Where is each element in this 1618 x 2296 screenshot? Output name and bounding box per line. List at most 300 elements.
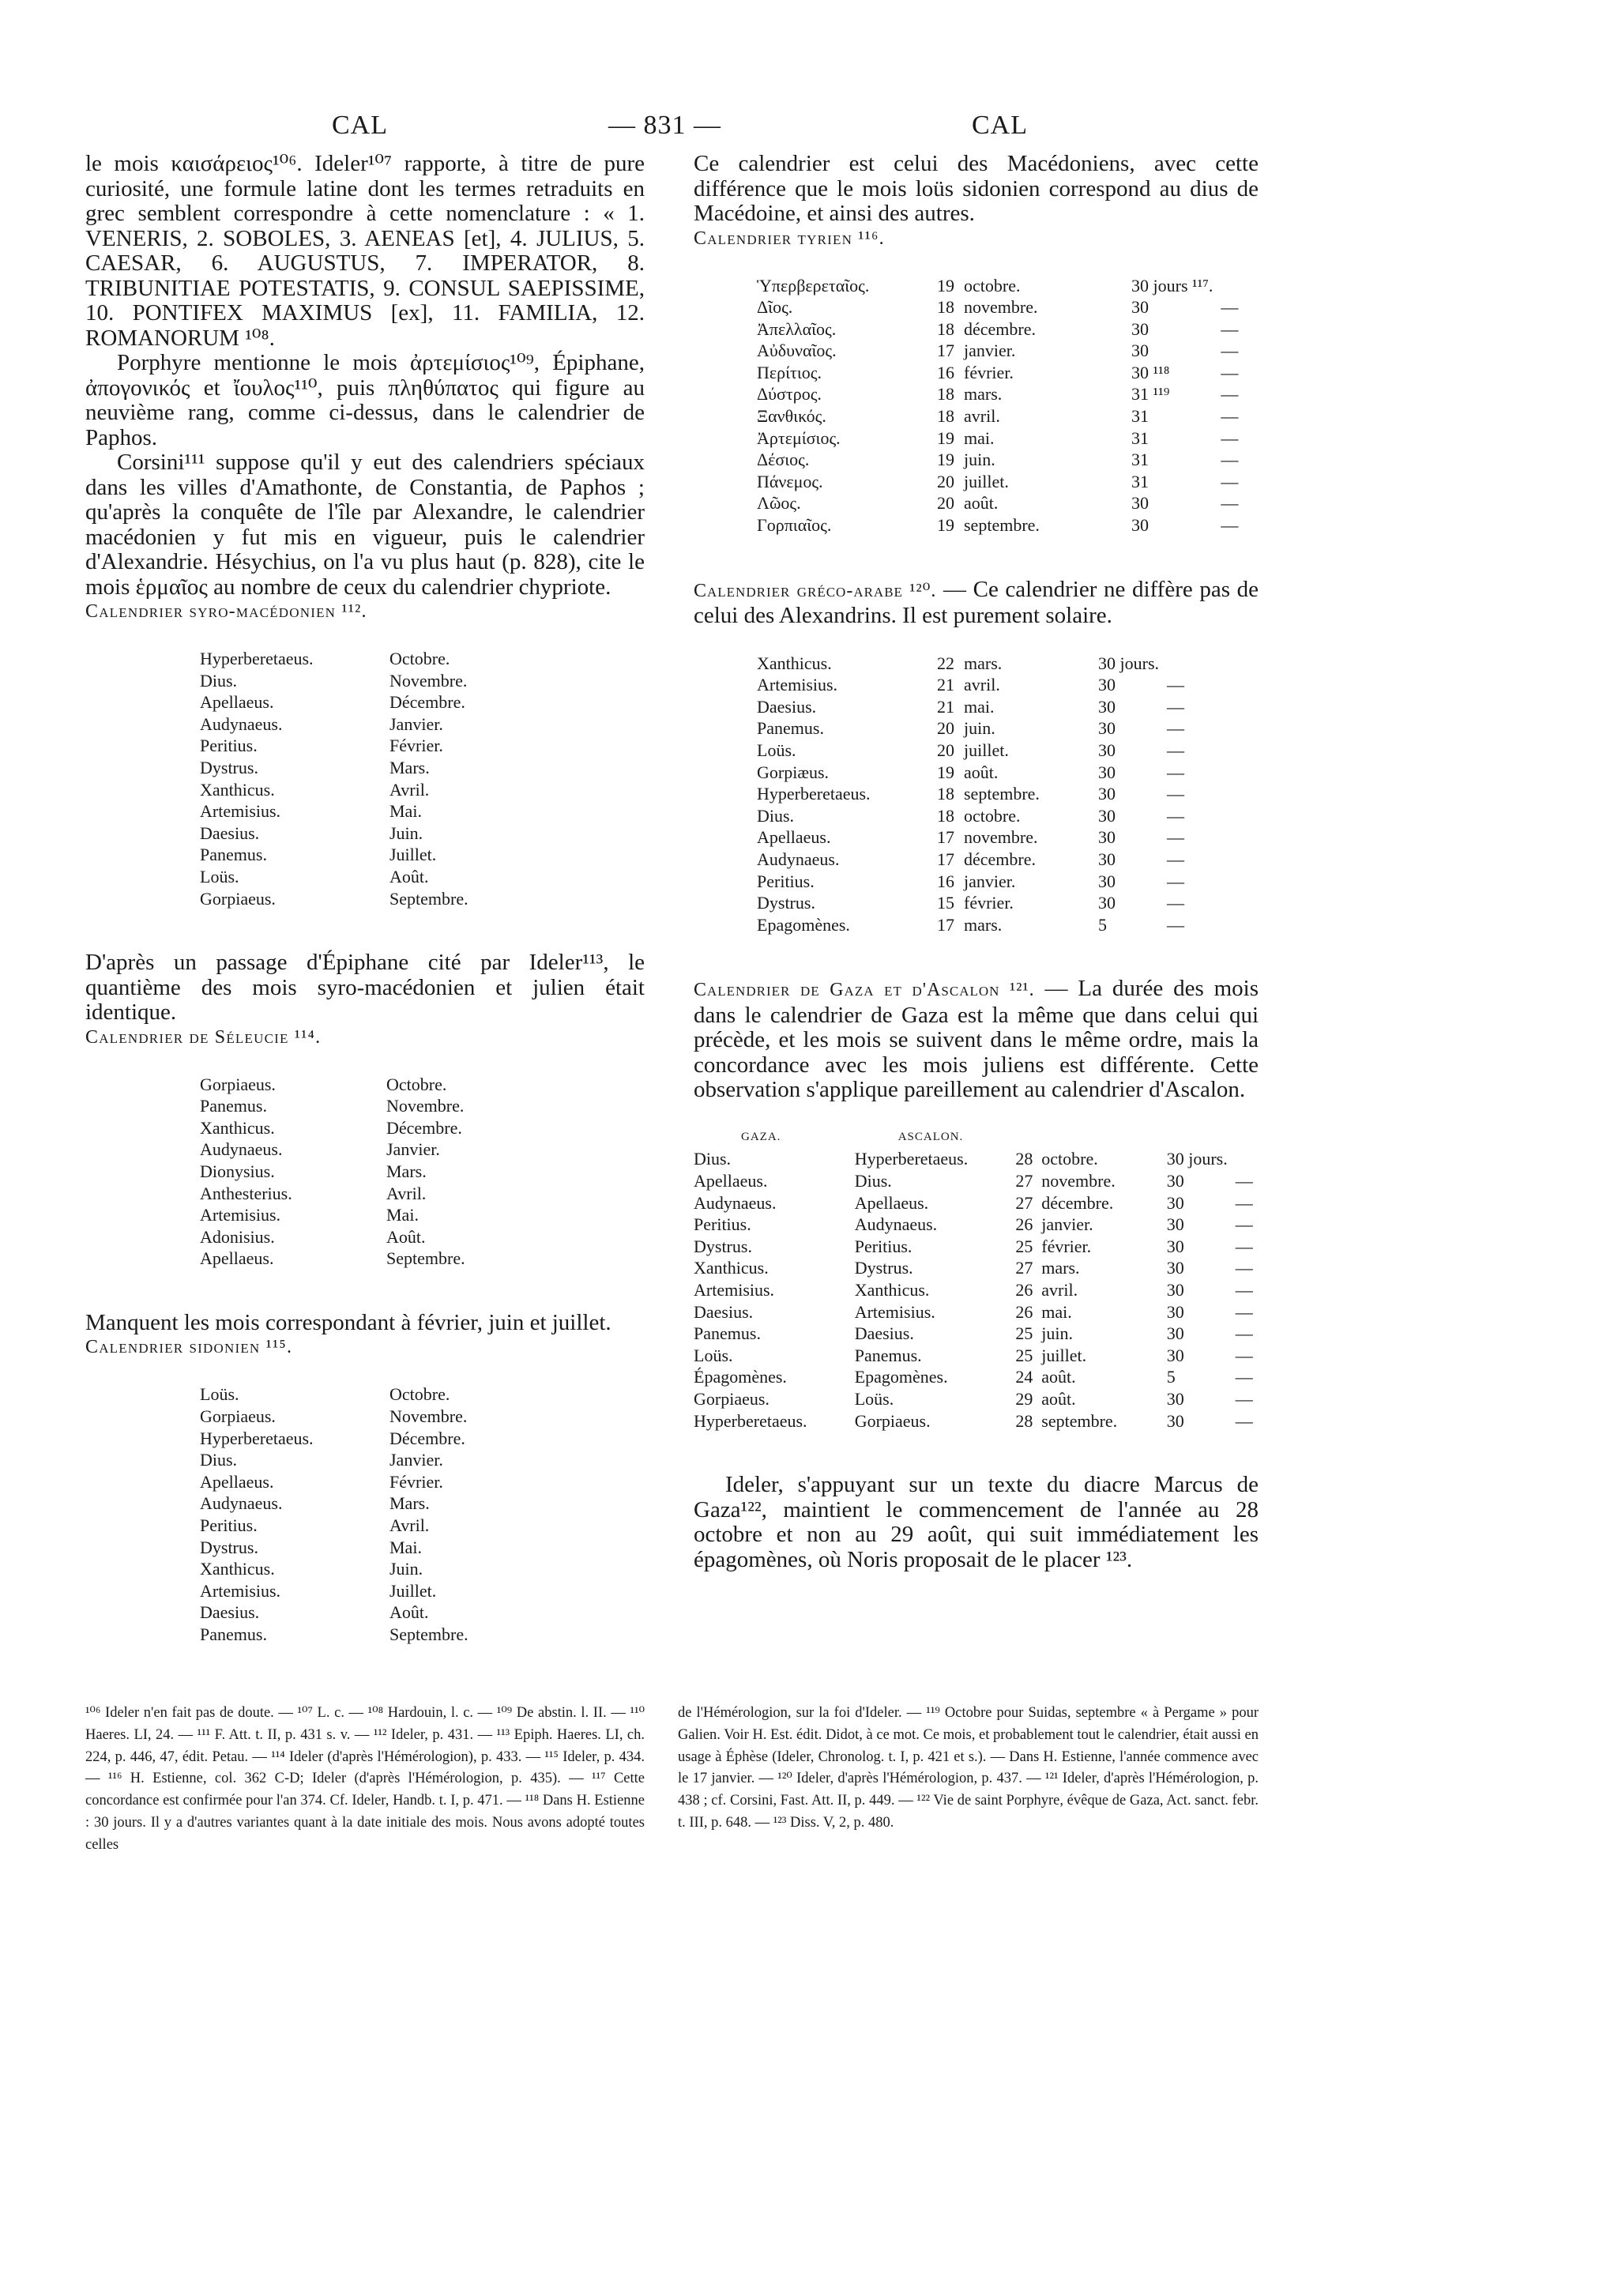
table-cell: Περίτιος. xyxy=(757,362,822,382)
table-cell: Xanthicus. xyxy=(200,1559,275,1579)
table-cell: Daesius. xyxy=(200,822,260,843)
table-cell: Octobre. xyxy=(389,1384,450,1405)
footnotes-left xyxy=(85,1703,645,1857)
table-sidonien xyxy=(200,1383,547,1645)
table-row xyxy=(200,866,547,888)
table-cell: 18 xyxy=(937,297,954,318)
table-cell: Dystrus. xyxy=(757,893,815,913)
table-row xyxy=(200,1204,544,1226)
table-cell: 19 xyxy=(937,427,954,448)
table-row xyxy=(757,849,1191,871)
table-cell: Juillet. xyxy=(389,845,437,865)
table-cell: 29 xyxy=(1015,1388,1033,1409)
table-cell: — xyxy=(1235,1410,1253,1431)
table-cell: Loüs. xyxy=(200,866,239,886)
table-cell: Apellaeus. xyxy=(854,1192,929,1213)
table-cell xyxy=(1228,1148,1259,1170)
table-row xyxy=(200,1602,547,1624)
table-cell: Décembre. xyxy=(386,1117,462,1138)
table-cell: Panemus. xyxy=(694,1323,761,1344)
table-cell: Octobre. xyxy=(389,649,450,668)
table-cell: 17 xyxy=(937,827,954,848)
table-cell: janvier. xyxy=(964,871,1016,891)
table-cell: — xyxy=(1221,362,1239,382)
table-cell: — xyxy=(1235,1345,1253,1365)
table-cell: Janvier. xyxy=(389,1450,443,1470)
paragraph-manquent: Manquent les mois correspondant à février, juin et juillet. xyxy=(85,1309,611,1335)
table-cell: 30 xyxy=(1098,893,1116,913)
table-cell: mai. xyxy=(964,696,995,717)
table-cell: 24 xyxy=(1015,1367,1033,1387)
table-cell: — xyxy=(1167,893,1184,913)
table-cell: 30 xyxy=(1131,297,1149,318)
table-row xyxy=(694,1279,1259,1301)
table-row xyxy=(200,757,547,779)
table-cell: 30 xyxy=(1131,515,1149,536)
table-cell: 26 xyxy=(1015,1301,1033,1322)
table-cell: mai. xyxy=(1041,1301,1072,1322)
table-cell: 30 xyxy=(1131,318,1149,339)
table-cell: Panemus. xyxy=(200,1096,267,1116)
table-row xyxy=(200,1139,544,1161)
table-row xyxy=(694,1345,1259,1367)
table-cell: 19 xyxy=(937,762,954,782)
table-cell: 25 xyxy=(1015,1345,1033,1365)
table-cell: 26 xyxy=(1015,1214,1033,1235)
table-row xyxy=(200,822,547,845)
table-cell: septembre. xyxy=(964,515,1040,536)
table-cell: Avril. xyxy=(389,1515,430,1536)
gaza-column-head: GAZA. xyxy=(741,1130,781,1143)
table-cell: mars. xyxy=(964,914,1003,935)
table-cell: 19 xyxy=(937,275,954,295)
paragraph-greco-arabe xyxy=(694,578,1259,629)
table-row xyxy=(694,1236,1259,1258)
table-row xyxy=(200,1471,547,1493)
table-cell: octobre. xyxy=(964,805,1021,826)
table-cell: Audynaeus. xyxy=(200,713,283,734)
table-cell: août. xyxy=(1041,1388,1076,1409)
table-cell: Août. xyxy=(386,1226,426,1247)
table-cell: Epagomènes. xyxy=(757,914,850,935)
table-cell: Peritius. xyxy=(694,1214,751,1235)
table-row xyxy=(200,1449,547,1471)
table-cell: 18 xyxy=(937,805,954,826)
table-row xyxy=(757,892,1191,914)
table-cell: 20 xyxy=(937,471,954,491)
table-cell: septembre. xyxy=(964,784,1040,804)
greco-arabe-text: — Ce calendrier ne diffère pas de celui des Alexandrins. Il est purement solaire. xyxy=(694,576,1259,629)
table-row xyxy=(200,1074,544,1096)
table-cell: Février. xyxy=(389,736,443,756)
table-row xyxy=(757,340,1244,362)
table-row xyxy=(757,805,1191,827)
table-cell: Artemisius. xyxy=(694,1280,775,1300)
table-cell: Audynaeus. xyxy=(200,1139,283,1160)
table-cell: Loüs. xyxy=(757,740,796,760)
table-cell: 30 xyxy=(1166,1280,1184,1300)
table-cell: — xyxy=(1167,871,1184,891)
table-cell: 30 xyxy=(1131,493,1149,514)
table-cell: Avril. xyxy=(389,779,430,800)
table-cell: 30 xyxy=(1098,696,1116,717)
table-cell: 26 xyxy=(1015,1280,1033,1300)
table-row xyxy=(200,1383,547,1406)
table-cell: Δύστρος. xyxy=(757,384,822,405)
table-row xyxy=(757,740,1191,762)
table-row xyxy=(200,1226,544,1248)
table-row xyxy=(200,1406,547,1428)
table-cell: Mars. xyxy=(386,1161,427,1181)
table-cell: mars. xyxy=(964,653,1003,673)
table-cell: novembre. xyxy=(964,827,1038,848)
table-cell: décembre. xyxy=(964,849,1036,869)
table-cell: 30 xyxy=(1098,784,1116,804)
table-cell: Dionysius. xyxy=(200,1161,275,1181)
table-cell: Juillet. xyxy=(389,1580,437,1601)
table-cell: Décembre. xyxy=(389,1428,465,1448)
table-row xyxy=(694,1257,1259,1279)
table-cell: Δέσιος. xyxy=(757,450,810,470)
table-cell: décembre. xyxy=(1041,1192,1114,1213)
table-row xyxy=(757,405,1244,427)
table-cell: — xyxy=(1167,914,1184,935)
table-row xyxy=(694,1192,1259,1214)
table-row xyxy=(200,1580,547,1602)
table-cell: 28 xyxy=(1015,1149,1033,1169)
table-cell: 28 xyxy=(1015,1410,1033,1431)
paragraph-epiphane: D'après un passage d'Épiphane cité par Ideler¹¹³, le quantième des mois syro-macédonien et julien était identique. xyxy=(85,950,645,1026)
table-cell: Hyperberetaeus. xyxy=(200,649,314,668)
table-cell: Artemisius. xyxy=(200,1580,281,1601)
table-cell: — xyxy=(1221,406,1239,427)
heading-syro-macedonien: Calendrier syro-macédonien ¹¹². xyxy=(85,601,367,622)
table-cell: 30 xyxy=(1166,1388,1184,1409)
table-cell: 25 xyxy=(1015,1236,1033,1256)
heading-tyrien: Calendrier tyrien ¹¹⁶. xyxy=(694,228,885,249)
heading-sidonien: Calendrier sidonien ¹¹⁵. xyxy=(85,1337,293,1358)
table-cell: décembre. xyxy=(964,318,1036,339)
table-cell: Dystrus. xyxy=(694,1236,752,1256)
table-cell: Peritius. xyxy=(200,1515,258,1536)
table-cell: Artemisius. xyxy=(757,675,838,695)
table-cell: Hyperberetaeus. xyxy=(757,784,871,804)
table-cell: Novembre. xyxy=(389,1406,468,1427)
table-cell: — xyxy=(1235,1280,1253,1300)
table-cell: 30 xyxy=(1166,1236,1184,1256)
table-cell: — xyxy=(1235,1323,1253,1344)
table-cell: août. xyxy=(964,493,999,514)
right-column xyxy=(694,152,1259,1572)
table-cell: 30 jours ¹¹⁷. xyxy=(1131,275,1214,295)
table-cell: Ἀπελλαῖος. xyxy=(757,318,837,339)
table-cell: juillet. xyxy=(1041,1345,1087,1365)
table-cell: Gorpiæus. xyxy=(757,762,830,782)
footnotes-left-text: ¹⁰⁶ Ideler n'en fait pas de doute. — ¹⁰⁷ L. c. — ¹⁰⁸ Hardouin, l. c. — ¹⁰⁹ De abstin. l. II. — ¹¹⁰ Haeres. LI, 24. — ¹¹¹ F. Att. t. II, p. 431 s. v. — ¹¹² Ideler, p. 431. — ¹¹³ Epiph. Haeres. LI, ch. 224, p. 446, 47, édit. Petau. — ¹¹⁴ Ideler (d'après l'Hémérologion), p. 433. — ¹¹⁵ Ideler, p. 434. — ¹¹⁶ H. Estienne, col. 362 C-D; Ideler (d'après l'Hémérologion, p. 435). — ¹¹⁷ Cette concordance est confirmée pour l'an 374. Cf. Ideler, Handb. t. I, p. 471. — ¹¹⁸ Dans H. Estienne : 30 jours. Il y a d'autres variantes quant à la date initiale des mois. Nous avons adopté toutes celles xyxy=(85,1705,645,1853)
table-row xyxy=(757,762,1191,784)
table-cell xyxy=(1213,275,1244,297)
table-cell: 31 ¹¹⁹ xyxy=(1131,384,1170,405)
table-cell: Dystrus. xyxy=(854,1258,913,1278)
table-tyrien xyxy=(757,275,1244,536)
table-cell: 20 xyxy=(937,493,954,514)
table-cell: Artemisius. xyxy=(200,1205,281,1225)
table-cell: Artemisius. xyxy=(200,801,281,822)
left-column xyxy=(85,152,645,1646)
table-row xyxy=(200,779,547,801)
table-cell: 20 xyxy=(937,740,954,760)
table-cell: — xyxy=(1167,718,1184,739)
table-row xyxy=(200,670,547,692)
table-cell: Dystrus. xyxy=(200,1537,258,1557)
table-cell: — xyxy=(1221,427,1239,448)
table-cell: Αὐδυναῖος. xyxy=(757,341,837,361)
table-cell: Panemus. xyxy=(200,845,267,865)
table-cell: Loüs. xyxy=(694,1345,733,1365)
table-cell: 25 xyxy=(1015,1323,1033,1344)
table-cell: Xanthicus. xyxy=(757,653,832,673)
table-cell: Apellaeus. xyxy=(200,1248,274,1269)
table-row xyxy=(757,674,1191,696)
table-cell: juin. xyxy=(964,450,995,470)
table-row xyxy=(200,1183,544,1205)
table-cell: Dius. xyxy=(854,1171,892,1191)
table-cell: Juin. xyxy=(389,1559,423,1579)
table-cell: — xyxy=(1235,1236,1253,1256)
table-cell: Gorpiaeus. xyxy=(854,1410,931,1431)
table-cell: Hyperberetaeus. xyxy=(694,1410,807,1431)
table-cell: 30 xyxy=(1098,871,1116,891)
table-cell: 30 ¹¹⁸ xyxy=(1131,362,1170,382)
table-cell: 30 xyxy=(1166,1345,1184,1365)
table-cell: novembre. xyxy=(964,297,1038,318)
table-cell: octobre. xyxy=(1041,1149,1098,1169)
table-cell: 30 xyxy=(1098,675,1116,695)
table-cell: — xyxy=(1167,740,1184,760)
table-cell: Daesius. xyxy=(854,1323,914,1344)
table-cell: — xyxy=(1167,696,1184,717)
table-cell: Juin. xyxy=(389,822,423,843)
table-row xyxy=(757,383,1244,405)
table-row xyxy=(200,1161,544,1183)
table-cell: 31 xyxy=(1131,450,1149,470)
table-cell: juin. xyxy=(1041,1323,1073,1344)
table-cell: Peritius. xyxy=(757,871,815,891)
table-cell: 19 xyxy=(937,515,954,536)
table-cell: Audynaeus. xyxy=(757,849,840,869)
table-row xyxy=(757,471,1244,493)
table-cell: 30 xyxy=(1098,718,1116,739)
table-row xyxy=(694,1366,1259,1388)
page-number: — 831 — xyxy=(608,111,721,140)
table-row xyxy=(694,1410,1259,1432)
table-cell: — xyxy=(1167,805,1184,826)
table-cell: — xyxy=(1221,471,1239,491)
table-cell: 31 xyxy=(1131,471,1149,491)
table-cell: Loüs. xyxy=(854,1388,894,1409)
table-cell: — xyxy=(1167,784,1184,804)
table-cell: 30 xyxy=(1166,1258,1184,1278)
paragraph-ideler-marcus: Ideler, s'appuyant sur un texte du diacre Marcus de Gaza¹²², maintient le commencement de l'année au 28 octobre et non au 29 août, qui suit immédiatement les épagomènes, où Noris proposait de le placer ¹²³. xyxy=(694,1472,1259,1572)
paragraph-corsini: Corsini¹¹¹ suppose qu'il y eut des calendriers spéciaux dans les villes d'Amathonte, de Constantia, de Paphos ; qu'après la conquête de l'île par Alexandre, le calendrier macédonien y fut mis en vigueur, puis le calendrier d'Alexandrie. Hésychius, on l'a vu plus haut (p. 828), cite le mois ἑρμαῖος au nombre de ceux du calendrier chypriote. xyxy=(85,450,645,600)
table-cell: 30 xyxy=(1166,1323,1184,1344)
table-row xyxy=(694,1170,1259,1192)
table-cell: — xyxy=(1235,1367,1253,1387)
gaza-text: — La durée des mois dans le calendrier de Gaza est la même que dans celui qui précède, et les mois se suivent dans le même ordre, mais la concordance avec les mois juliens est différente. Cette observation s'applique pareillement au calendrier d'Ascalon. xyxy=(694,976,1259,1103)
table-cell: Gorpiaeus. xyxy=(694,1388,769,1409)
table-cell: février. xyxy=(1041,1236,1092,1256)
table-cell: Panemus. xyxy=(200,1624,267,1644)
table-cell: Janvier. xyxy=(389,713,443,734)
table-cell: — xyxy=(1221,450,1239,470)
table-cell: 30 xyxy=(1098,762,1116,782)
table-cell: février. xyxy=(964,893,1014,913)
table-cell: janvier. xyxy=(1041,1214,1093,1235)
table-cell: Épagomènes. xyxy=(694,1367,787,1387)
table-row xyxy=(757,696,1191,718)
table-row xyxy=(200,1428,547,1450)
table-cell: Panemus. xyxy=(757,718,824,739)
table-cell: Epagomènes. xyxy=(854,1367,948,1387)
table-cell: Dystrus. xyxy=(200,757,258,777)
table-cell: 27 xyxy=(1015,1171,1033,1191)
table-cell: avril. xyxy=(964,406,1000,427)
footnotes-right xyxy=(678,1703,1259,1835)
table-cell: Novembre. xyxy=(389,670,468,691)
table-cell: juillet. xyxy=(964,471,1009,491)
table-cell: 19 xyxy=(937,450,954,470)
table-row xyxy=(757,296,1244,318)
table-cell: 5 xyxy=(1166,1367,1176,1387)
table-cell: août. xyxy=(1041,1367,1076,1387)
table-cell: 17 xyxy=(937,849,954,869)
table-cell: 5 xyxy=(1098,914,1107,935)
table-cell: — xyxy=(1221,341,1239,361)
table-cell: Dius. xyxy=(200,670,238,691)
table-cell: Xanthicus. xyxy=(854,1280,930,1300)
table-cell: Loüs. xyxy=(200,1384,239,1405)
table-cell: Apellaeus. xyxy=(200,1471,274,1492)
table-cell: Avril. xyxy=(386,1183,427,1203)
table-row xyxy=(757,427,1244,450)
table-row xyxy=(757,449,1244,471)
table-cell: — xyxy=(1235,1301,1253,1322)
table-row xyxy=(757,514,1244,536)
running-head-right: CAL xyxy=(972,111,1028,140)
table-cell: 30 xyxy=(1166,1171,1184,1191)
table-cell: Δῖος. xyxy=(757,297,793,318)
table-cell: — xyxy=(1221,515,1239,536)
table-cell: — xyxy=(1221,297,1239,318)
table-cell: 18 xyxy=(937,406,954,427)
table-cell: 27 xyxy=(1015,1192,1033,1213)
table-cell: Ξανθικός. xyxy=(757,406,826,427)
table-cell: 30 xyxy=(1166,1301,1184,1322)
table-cell: avril. xyxy=(1041,1280,1078,1300)
table-cell: 16 xyxy=(937,362,954,382)
table-cell: Février. xyxy=(389,1471,443,1492)
table-row xyxy=(200,1515,547,1537)
table-cell: janvier. xyxy=(964,341,1016,361)
table-cell: Mai. xyxy=(389,1537,422,1557)
heading-greco-arabe: Calendrier gréco-arabe ¹²⁰. xyxy=(694,580,937,601)
table-row xyxy=(200,1095,544,1117)
table-cell: — xyxy=(1167,849,1184,869)
table-cell: Ἀρτεμίσιος. xyxy=(757,427,841,448)
table-cell: 21 xyxy=(937,675,954,695)
table-row xyxy=(694,1214,1259,1236)
table-cell: 18 xyxy=(937,384,954,405)
table-cell: Apellaeus. xyxy=(200,692,274,713)
table-row xyxy=(200,844,547,866)
table-cell: avril. xyxy=(964,675,1000,695)
table-row xyxy=(200,1117,544,1139)
table-cell: 18 xyxy=(937,784,954,804)
table-cell: mars. xyxy=(964,384,1003,405)
table-cell: — xyxy=(1221,318,1239,339)
table-cell: mars. xyxy=(1041,1258,1080,1278)
table-cell: Dius. xyxy=(200,1450,238,1470)
running-head-left: CAL xyxy=(332,111,388,140)
table-cell: juin. xyxy=(964,718,995,739)
table-cell: Artemisius. xyxy=(854,1301,935,1322)
table-cell: 18 xyxy=(937,318,954,339)
table-cell: Γορπιαῖος. xyxy=(757,515,832,536)
table-cell: 16 xyxy=(937,871,954,891)
table-row xyxy=(200,1558,547,1580)
paragraph-nomenclature: le mois καισάρειος¹⁰⁶. Ideler¹⁰⁷ rapporte, à titre de pure curiosité, une formule latine dont les termes retraduits en grec semblent correspondre à cette nomenclature : « 1. VENERIS, 2. SOBOLES, 3. AENEAS [et], 4. JULIUS, 5. CAESAR, 6. AUGUSTUS, 7. IMPERATOR, 8. TRIBUNITIAE POTESTATIS, 9. CONSUL SAEPISSIME, 10. PONTIFEX MAXIMUS [ex], 11. FAMILIA, 12. ROMANORUM ¹⁰⁸. xyxy=(85,151,645,351)
footnotes-right-text: de l'Hémérologion, sur la foi d'Ideler. — ¹¹⁹ Octobre pour Suidas, septembre « à Pergame » pour Galien. Voir H. Est. édit. Didot, à ce mot. Ce mois, et probablement tout le calendrier, était aussi en usage à Éphèse (Ideler, Chronolog. t. I, p. 421 et s.). — Dans H. Estienne, l'année commence avec le 17 janvier. — ¹²⁰ Ideler, d'après l'Hémérologion, p. 437. — ¹²¹ Ideler, d'après l'Hémérologion, p. 438 ; cf. Corsini, Fast. Att. II, p. 449. — ¹²² Vie de saint Porphyre, évêque de Gaza, Act. sanct. febr. t. III, p. 648. — ¹²³ Diss. V, 2, p. 480. xyxy=(678,1705,1259,1831)
table-cell: août. xyxy=(964,762,999,782)
table-cell: Audynaeus. xyxy=(200,1493,283,1514)
table-cell: Xanthicus. xyxy=(694,1258,769,1278)
table-row xyxy=(757,826,1191,849)
table-cell: Xanthicus. xyxy=(200,1117,275,1138)
table-row xyxy=(757,653,1191,675)
table-cell: Panemus. xyxy=(854,1345,922,1365)
table-cell: 30 jours. xyxy=(1098,653,1159,673)
table-row xyxy=(757,871,1191,893)
table-cell: Λῶος. xyxy=(757,493,801,514)
table-cell: — xyxy=(1167,827,1184,848)
table-row xyxy=(200,735,547,757)
table-row xyxy=(757,492,1244,514)
table-cell: Audynaeus. xyxy=(854,1214,938,1235)
ascalon-column-head: ASCALON. xyxy=(897,1130,964,1143)
table-cell: Daesius. xyxy=(200,1602,260,1623)
heading-gaza-ascalon: Calendrier de Gaza et d'Ascalon ¹²¹. xyxy=(694,980,1035,1001)
table-cell: Novembre. xyxy=(386,1096,465,1116)
table-cell: — xyxy=(1221,384,1239,405)
table-cell: Apellaeus. xyxy=(757,827,831,848)
table-row xyxy=(694,1323,1259,1345)
table-cell: Janvier. xyxy=(386,1139,440,1160)
table-cell: Πάνεμος. xyxy=(757,471,823,491)
table-cell: Xanthicus. xyxy=(200,779,275,800)
table-cell: — xyxy=(1235,1388,1253,1409)
table-cell: 22 xyxy=(937,653,954,673)
table-cell: 30 jours. xyxy=(1166,1149,1228,1169)
table-cell: Gorpiaeus. xyxy=(200,1406,276,1427)
table-cell: Septembre. xyxy=(389,1624,468,1644)
table-cell: 20 xyxy=(937,718,954,739)
table-cell: mai. xyxy=(964,427,995,448)
table-cell: Mai. xyxy=(389,801,422,822)
table-cell: Mars. xyxy=(389,1493,430,1514)
table-row xyxy=(200,1492,547,1515)
table-cell: Daesius. xyxy=(757,696,817,717)
table-cell: septembre. xyxy=(1041,1410,1118,1431)
